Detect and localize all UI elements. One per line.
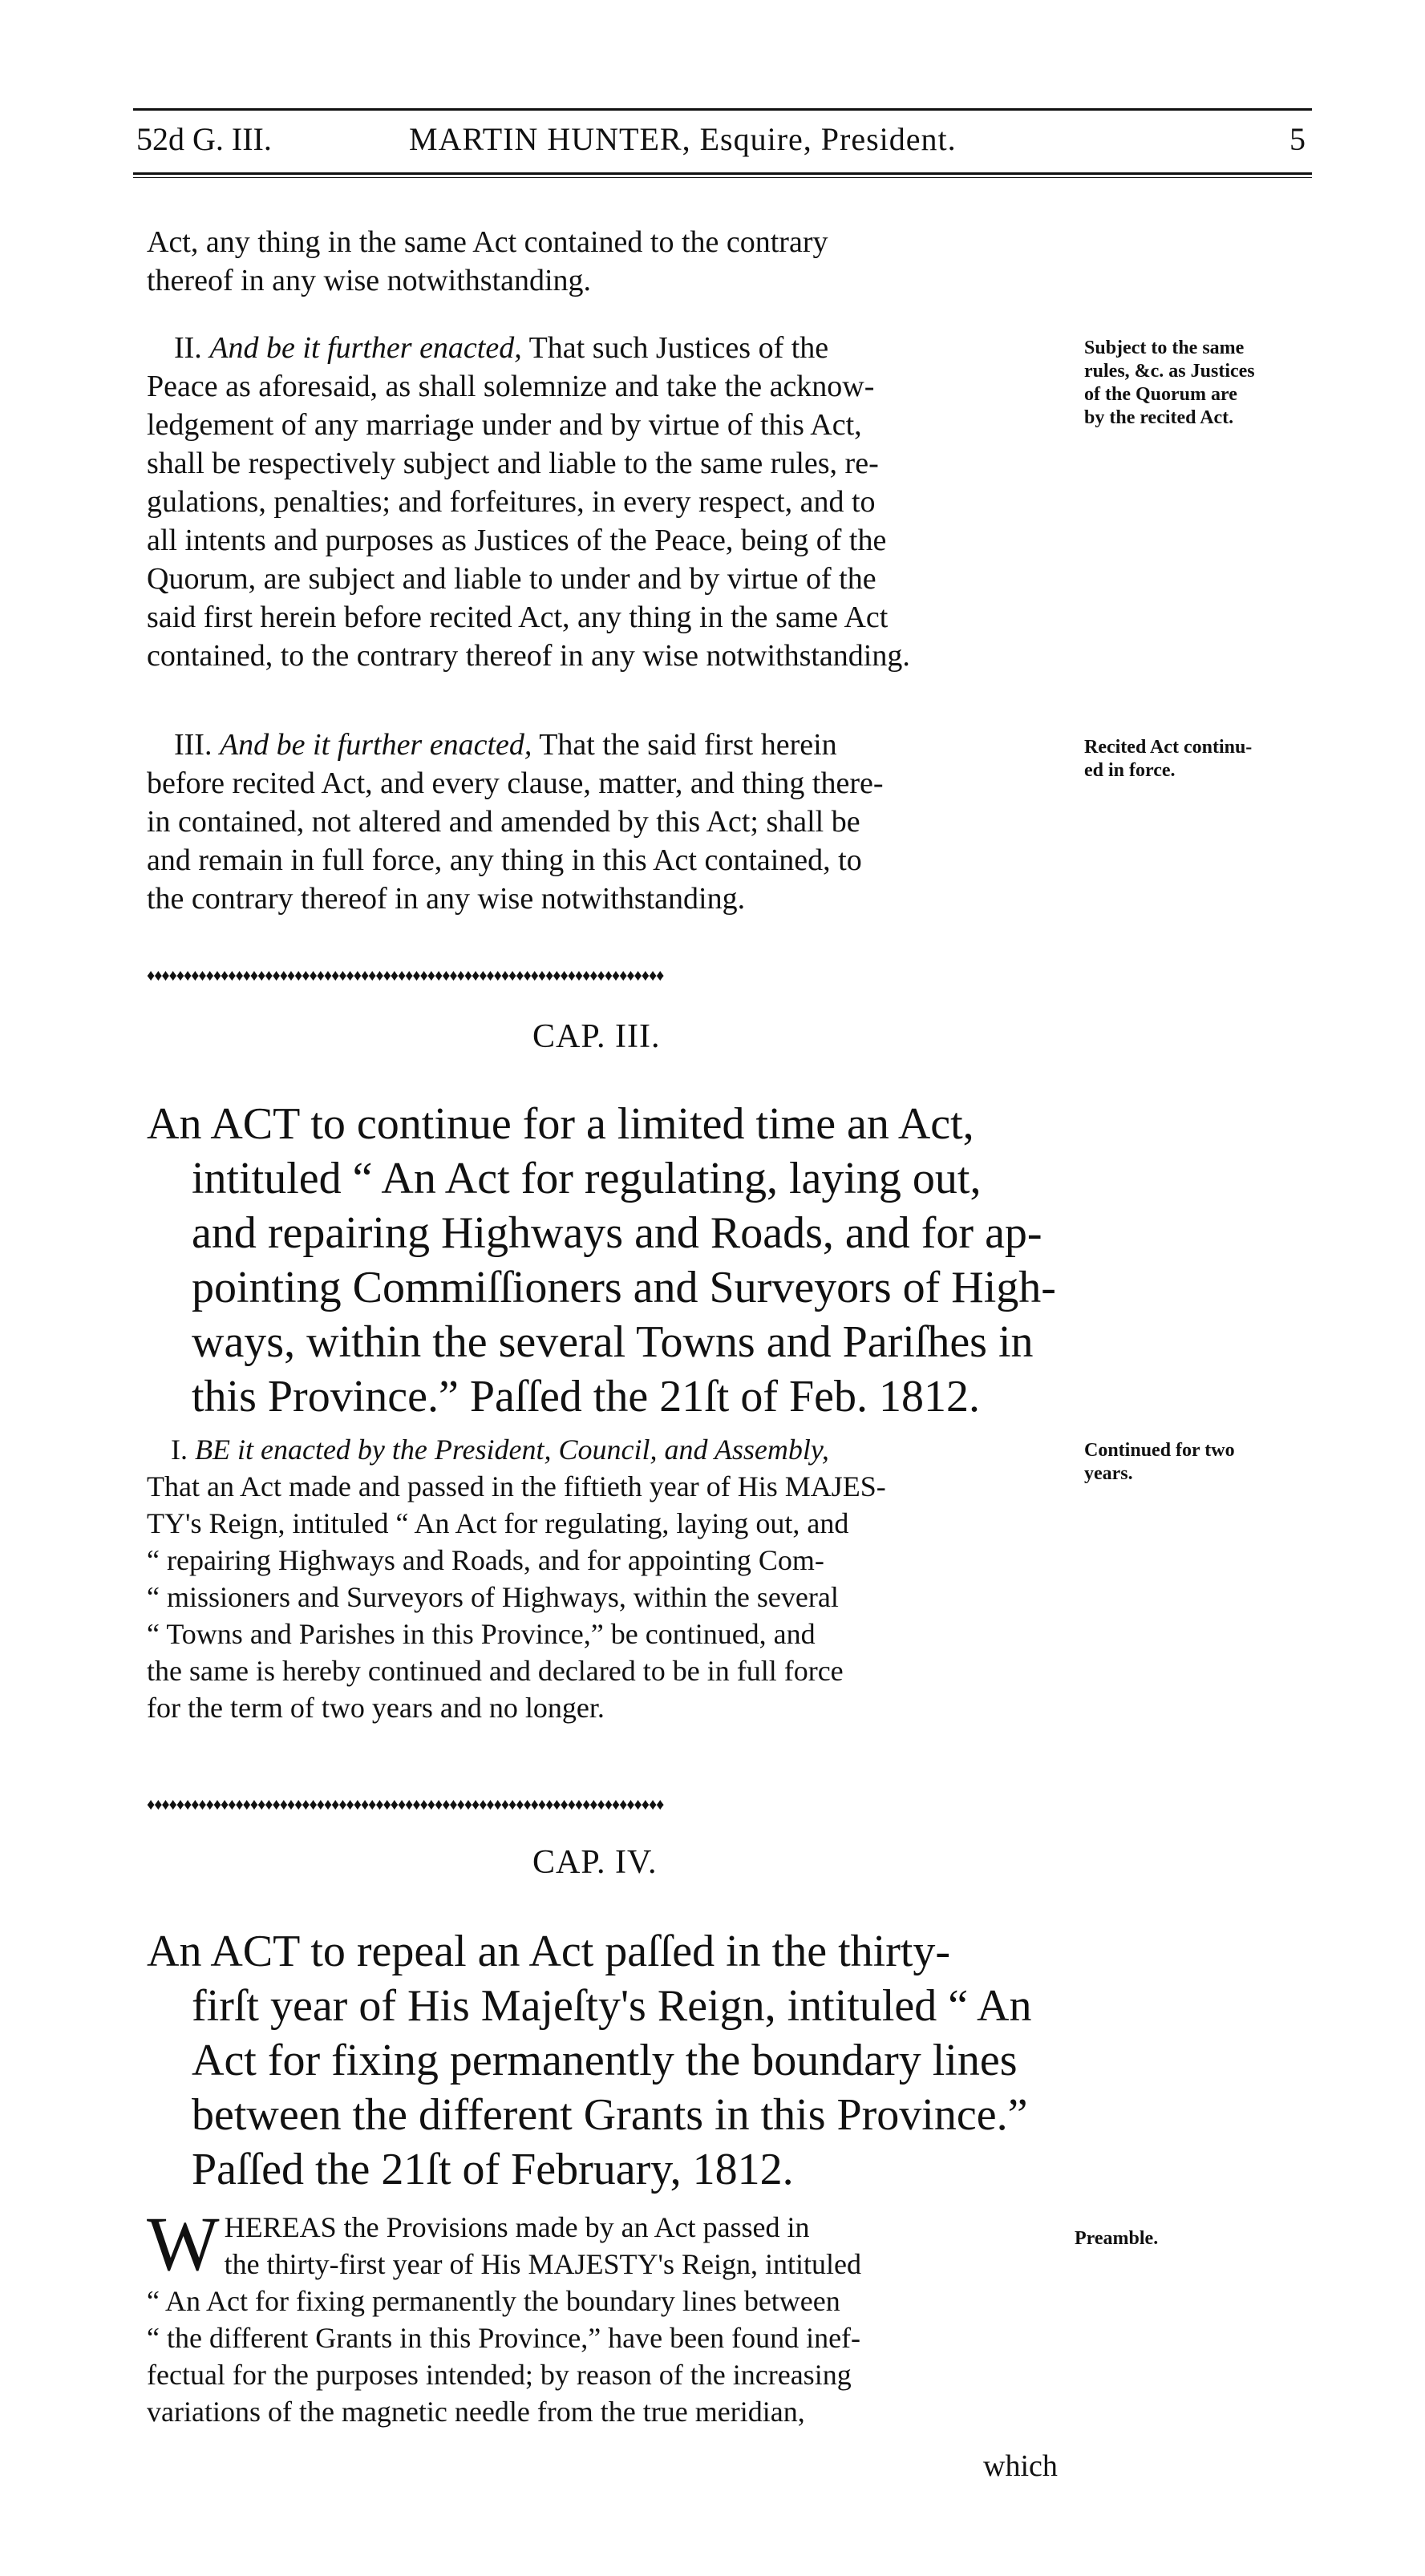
regnal-year: 52d G. III.: [136, 121, 272, 157]
margin-note-preamble: Preamble.: [1075, 2228, 1159, 2249]
cap-iv-preamble: W HEREAS the Provisions made by an Act passed in the thirty-first year of His MAJESTY's Reign, intituled “ An Act for fixing permanently the boundary lines between “ the different Grants in this Province,” have been found inef- fectual for the purposes intended; by reason of the increasing variations of the magnetic needle from the true meridian,: [147, 2201, 861, 2428]
cap-iii-heading: CAP. III.: [532, 1018, 661, 1055]
running-title: MARTIN HUNTER, Esquire, President.: [409, 121, 957, 157]
catchword: which: [983, 2449, 1058, 2483]
header-bottom-rule: [133, 172, 1312, 175]
ornamental-divider: ♦♦♦♦♦♦♦♦♦♦♦♦♦♦♦♦♦♦♦♦♦♦♦♦♦♦♦♦♦♦♦♦♦♦♦♦♦♦♦♦♦♦♦♦♦♦♦♦♦♦♦♦♦♦♦♦♦♦♦♦♦♦♦♦♦♦♦♦♦♦: [147, 969, 664, 983]
cap-iv-title: An ACT to repeal an Act paſſed in the thirty- firſt year of His Majeſty's Reign, intituled “ An Act for fixing permanently the boundary lines between the different Grants in this Province.” Paſſed the 21ſt of February, 1812.: [147, 1927, 1032, 2194]
cap-iii-section-i: I. BE it enacted by the President, Council, and Assembly, That an Act made and passed in the fiftieth year of His MAJES- TY's Reign, intituled “ An Act for regulating, laying out, and “ repairing Highways and Roads, and for appointing Com- “ missioners and Surveyors of Highways, within the several “ Towns and Parishes in this Province,” be continued, and the same is hereby continued and declared to be in full force for the term of two years and no longer.: [147, 1434, 886, 1724]
page-number: 5: [1289, 121, 1306, 157]
continuation-text: Act, any thing in the same Act contained to the contrary thereof in any wise notwithstanding.: [147, 225, 828, 297]
margin-note-recited-act: Recited Act continu- ed in force.: [1084, 737, 1253, 781]
ornamental-divider: ♦♦♦♦♦♦♦♦♦♦♦♦♦♦♦♦♦♦♦♦♦♦♦♦♦♦♦♦♦♦♦♦♦♦♦♦♦♦♦♦♦♦♦♦♦♦♦♦♦♦♦♦♦♦♦♦♦♦♦♦♦♦♦♦♦♦♦♦♦♦: [147, 1798, 664, 1812]
margin-note-subject: Subject to the same rules, &c. as Justices of the Quorum are by the recited Act.: [1084, 338, 1255, 428]
margin-note-continued: Continued for two years.: [1084, 1440, 1235, 1484]
section-ii: II. And be it further enacted, That such Justices of the Peace as aforesaid, as shall solemnize and take the acknow- ledgement of any marriage under and by virtue of this Act, shall be respectively subject and liable to the same rules, re- gulations, penalties; and forfeitures, in every respect, and to all intents and purposes as Justices of the Peace, being of the Quorum, are subject and liable to under and by virtue of the said first herein before recited Act, any thing in the same Act contained, to the contrary thereof in any wise notwithstanding.: [147, 331, 910, 673]
drop-cap: W: [147, 2201, 220, 2287]
header-bottom-rule-thin: [133, 177, 1312, 178]
header-top-rule: [133, 108, 1312, 111]
section-iii: III. And be it further enacted, That the said first herein before recited Act, and every clause, matter, and thing there- in contained, not altered and amended by this Act; shall be and remain in full force, any thing in this Act contained, to the contrary thereof in any wise notwithstanding.: [147, 728, 884, 916]
cap-iii-title: An ACT to continue for a limited time an Act, intituled “ An Act for regulating, laying out, and repairing Highways and Roads, and for ap- pointing Commiſſioners and Surveyors of High- ways, within the several Towns and Pariſhes in this Province.” Paſſed the 21ſt of Feb. 1812.: [147, 1099, 1056, 1421]
cap-iv-heading: CAP. IV.: [532, 1844, 658, 1881]
